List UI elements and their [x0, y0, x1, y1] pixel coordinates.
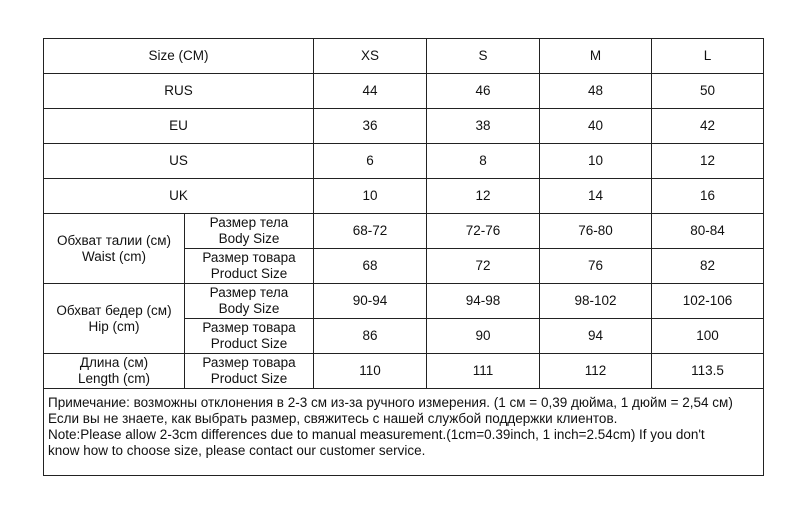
- measure-type-ru: Размер товара: [202, 250, 296, 265]
- cell-value: 6: [314, 144, 427, 179]
- cell-value: 94: [540, 319, 652, 354]
- measure-type-ru: Размер тела: [209, 215, 289, 230]
- row-label: US: [44, 144, 314, 179]
- cell-value: 90-94: [314, 284, 427, 319]
- measure-type-ru: Размер товара: [202, 320, 296, 335]
- cell-value: 16: [652, 179, 764, 214]
- cell-value: 40: [540, 109, 652, 144]
- measure-type-label: [185, 319, 314, 354]
- measure-type-en: Product Size: [210, 266, 288, 281]
- measure-type-label: [185, 354, 314, 389]
- cell-value: 14: [540, 179, 652, 214]
- row-rus: [44, 74, 764, 109]
- cell-value: 102-106: [652, 284, 764, 319]
- row-uk: [44, 179, 764, 214]
- length-label-ru: Длина (см): [79, 355, 149, 370]
- header-row: [44, 39, 764, 74]
- size-header-xs: XS: [314, 39, 427, 74]
- cell-value: 82: [652, 249, 764, 284]
- length-label-en: Length (cm): [77, 371, 151, 386]
- measure-type-en: Body Size: [218, 231, 280, 246]
- measure-type-label: [185, 249, 314, 284]
- cell-value: 111: [427, 354, 540, 389]
- cell-value: 48: [540, 74, 652, 109]
- cell-value: 50: [652, 74, 764, 109]
- row-label: RUS: [44, 74, 314, 109]
- cell-value: 46: [427, 74, 540, 109]
- measure-type-label: [185, 284, 314, 319]
- row-eu: [44, 109, 764, 144]
- cell-value: 44: [314, 74, 427, 109]
- row-waist-body: [44, 214, 764, 249]
- cell-value: 72: [427, 249, 540, 284]
- cell-value: 110: [314, 354, 427, 389]
- cell-value: 112: [540, 354, 652, 389]
- row-label: EU: [44, 109, 314, 144]
- note-line-1: Примечание: возможны отклонения в 2-3 см из-за ручного измерения. (1 см = 0,39 дюйма, 1 дюйм = 2,54 см): [48, 395, 733, 410]
- size-chart-table: [43, 38, 764, 476]
- hip-label-ru: Обхват бедер (см): [56, 302, 172, 318]
- size-header-m: M: [540, 39, 652, 74]
- row-hip-body: [44, 284, 764, 319]
- cell-value: 38: [427, 109, 540, 144]
- note-line-2: Если вы не знаете, как выбрать размер, свяжитесь с нашей службой поддержки клиентов.: [48, 411, 618, 426]
- cell-value: 68: [314, 249, 427, 284]
- note-line-3: Note:Please allow 2-3cm differences due to manual measurement.(1cm=0.39inch, 1 inch=2.54cm) If you don't: [48, 427, 705, 442]
- cell-value: 68-72: [314, 214, 427, 249]
- cell-value: 42: [652, 109, 764, 144]
- row-length: [44, 354, 764, 389]
- waist-label-en: Waist (cm): [82, 248, 146, 264]
- hip-label-en: Hip (cm): [88, 318, 140, 334]
- waist-label-ru: Обхват талии (см): [57, 232, 171, 248]
- measure-type-en: Body Size: [218, 301, 280, 316]
- cell-value: 12: [652, 144, 764, 179]
- cell-value: 76: [540, 249, 652, 284]
- cell-value: 94-98: [427, 284, 540, 319]
- measure-type-ru: Размер товара: [202, 355, 296, 370]
- cell-value: 80-84: [652, 214, 764, 249]
- cell-value: 98-102: [540, 284, 652, 319]
- cell-value: 113.5: [652, 354, 764, 389]
- cell-value: 72-76: [427, 214, 540, 249]
- size-header-l: L: [652, 39, 764, 74]
- measure-type-ru: Размер тела: [209, 285, 289, 300]
- cell-value: 8: [427, 144, 540, 179]
- measure-type-label: [185, 214, 314, 249]
- row-label: UK: [44, 179, 314, 214]
- length-label: [44, 354, 185, 389]
- measure-type-en: Product Size: [210, 371, 288, 386]
- hip-label: [44, 284, 185, 354]
- size-header-s: S: [427, 39, 540, 74]
- cell-value: 86: [314, 319, 427, 354]
- measure-type-en: Product Size: [210, 336, 288, 351]
- cell-value: 76-80: [540, 214, 652, 249]
- row-us: [44, 144, 764, 179]
- cell-value: 10: [540, 144, 652, 179]
- note-line-4: know how to choose size, please contact our customer service.: [48, 443, 426, 458]
- cell-value: 12: [427, 179, 540, 214]
- header-label: Size (CM): [44, 39, 314, 74]
- cell-value: 36: [314, 109, 427, 144]
- note-row: [44, 389, 764, 476]
- note-text: [44, 389, 764, 476]
- waist-label: [44, 214, 185, 284]
- cell-value: 10: [314, 179, 427, 214]
- cell-value: 90: [427, 319, 540, 354]
- cell-value: 100: [652, 319, 764, 354]
